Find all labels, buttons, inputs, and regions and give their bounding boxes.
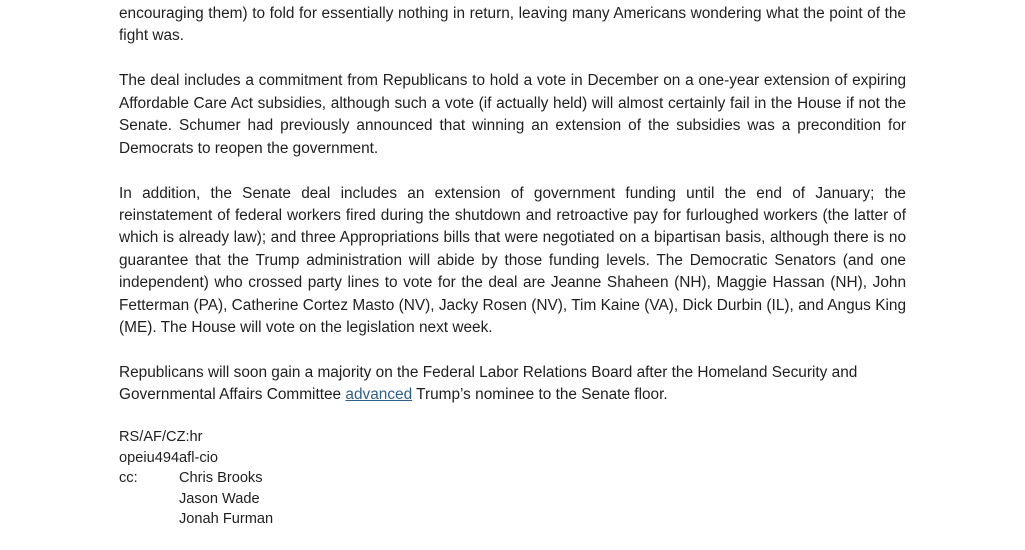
paragraph-flrb (119, 362, 906, 407)
memo-document (119, 3, 906, 530)
cc-name: Jason Wade (179, 490, 260, 507)
paragraph-shutdown-fold: encouraging them) to fold for essentially nothing in return, leaving many Americans wondering what the point of the fight was. (119, 5, 906, 45)
cc-name: Chris Brooks (179, 470, 263, 487)
memo-footer (119, 427, 906, 529)
advanced-link[interactable]: advanced (345, 386, 413, 404)
cc-block (119, 468, 906, 529)
cc-label: cc: (119, 470, 138, 487)
paragraph-aca-subsidies: The deal includes a commitment from Republicans to hold a vote in December on a one-year extension of expiring Affordable Care Act subsidies, although such a vote (if actually held) will almost certainly fail in the House if not the Senate. Schumer had previously announced that winning an extension of the subsidies was a precondition for Democrats to reopen the government. (119, 72, 906, 157)
flrb-text-after: Trump’s nominee to the Senate floor. (412, 386, 668, 404)
cc-name: Jonah Furman (179, 511, 274, 528)
flrb-text-before: Republicans will soon gain a majority on the Federal Labor Relations Board after the Homeland Security and Governmental Affairs Committee (119, 364, 858, 404)
cc-names-list (179, 468, 273, 529)
paragraph-senate-deal: In addition, the Senate deal includes an extension of government funding until the end of January; the reinstatement of federal workers fired during the shutdown and retroactive pay for furloughed workers (the latter of which is already law); and three Appropriations bills that were negotiated on a bipartisan basis, although there is no guarantee that the Trump administration will abide by those funding levels. The Democratic Senators (and one independent) who crossed party lines to vote for the deal are Jeanne Shaheen (NH), Maggie Hassan (NH), John Fetterman (PA), Catherine Cortez Masto (NV), Jacky Rosen (NV), Tim Kaine (VA), Dick Durbin (IL), and Angus King (ME). The House will vote on the legislation next week. (119, 184, 906, 337)
initials-line: RS/AF/CZ:hr (119, 429, 203, 446)
union-line: opeiu494afl-cio (119, 449, 218, 466)
